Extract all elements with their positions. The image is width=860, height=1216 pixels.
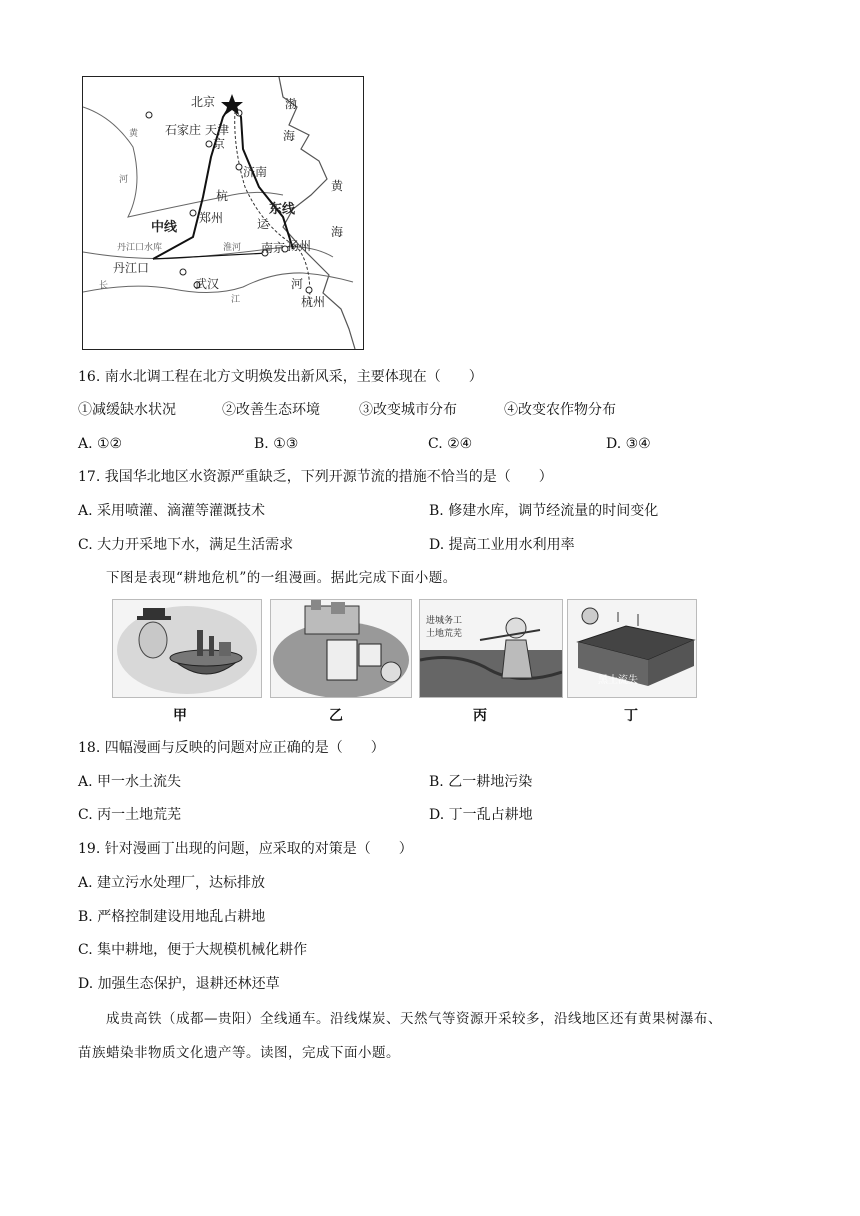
rail-intro-line-2: 苗族蜡染非物质文化遗产等。读图，完成下面小题。 (78, 1045, 400, 1061)
map-label-jinan: 济南 (243, 165, 268, 179)
map-label-beijing: 北京 (191, 95, 216, 109)
cartoon-label-bing: 丙 (473, 708, 487, 724)
q16-option-a[interactable]: A. ①② (78, 436, 123, 452)
map-label-east-route: 东线 (269, 202, 296, 217)
q17-option-c[interactable]: C. 大力开采地下水，满足生活需求 (78, 537, 294, 553)
cartoon-bing-caption-1: 进城务工 (426, 616, 463, 626)
cartoon-ding-caption: 黑土流失 (598, 675, 638, 686)
map-label-huaihe: 淮河 (223, 243, 242, 253)
map-label-wuhan: 武汉 (195, 277, 220, 291)
q17-option-d[interactable]: D. 提高工业用水利用率 (429, 537, 575, 553)
q18-option-d[interactable]: D. 丁一乱占耕地 (429, 807, 533, 823)
q18-option-b[interactable]: B. 乙一耕地污染 (429, 774, 533, 790)
q16-item-3: ③改变城市分布 (359, 402, 457, 418)
map-label-he: 河 (291, 277, 304, 291)
city-dot (146, 112, 152, 118)
q16-item-2: ②改善生态环境 (222, 402, 320, 418)
cartoon-intro: 下图是表现“耕地危机”的一组漫画。据此完成下面小题。 (106, 570, 457, 586)
danjiangkou-channel (153, 253, 268, 259)
q18-option-c[interactable]: C. 丙一土地荒芜 (78, 807, 182, 823)
city-dot (206, 141, 212, 147)
q19-option-b[interactable]: B. 严格控制建设用地乱占耕地 (78, 909, 266, 925)
cartoon-label-ding: 丁 (624, 708, 638, 724)
city-dot (306, 287, 312, 293)
q16-option-c[interactable]: C. ②④ (428, 436, 473, 452)
map-label-nanjing: 南京 (261, 241, 286, 255)
q16-option-d[interactable]: D. ③④ (606, 436, 651, 452)
map-label-huang-river-2: 河 (119, 175, 129, 185)
q19-option-d[interactable]: D. 加强生态保护，退耕还林还草 (78, 976, 280, 992)
q16-item-4: ④改变农作物分布 (504, 402, 616, 418)
cartoon-jia-drawing (113, 600, 261, 697)
south-north-water-diversion-map (82, 76, 364, 350)
map-label-tianjin: 天津 (205, 123, 230, 137)
map-label-bo: 渤 (285, 97, 298, 111)
q17-option-b[interactable]: B. 修建水库，调节经流量的时间变化 (429, 503, 659, 519)
q19-option-a[interactable]: A. 建立污水处理厂，达标排放 (78, 875, 266, 891)
cartoon-jia (112, 599, 262, 698)
q19-stem: 19. 针对漫画丁出现的问题，应采取的对策是（ ） (78, 841, 413, 857)
cartoon-ding (567, 599, 697, 698)
map-label-hangzhou: 杭州 (301, 295, 326, 309)
map-label-hang: 杭 (216, 189, 229, 203)
q18-option-a[interactable]: A. 甲一水土流失 (78, 774, 182, 790)
city-dot (180, 269, 186, 275)
rail-intro-line-1: 成贵高铁（成都—贵阳）全线通车。沿线煤炭、天然气等资源开采较多，沿线地区还有黄果树瀑布、 (106, 1011, 722, 1027)
map-label-danjiangkou: 丹江口 (113, 261, 150, 275)
q17-option-a[interactable]: A. 采用喷灌、滴灌等灌溉技术 (78, 503, 266, 519)
map-label-hai-1: 海 (283, 129, 296, 143)
map-label-jing: 京 (213, 137, 226, 151)
q19-option-c[interactable]: C. 集中耕地，便于大规模机械化耕作 (78, 942, 308, 958)
map-label-chang: 长 (99, 281, 109, 291)
cartoon-bing-caption-2: 土地荒芜 (426, 629, 463, 639)
q16-option-b[interactable]: B. ①③ (254, 436, 299, 452)
q16-item-1: ①减缓缺水状况 (78, 402, 176, 418)
cartoon-bing (419, 599, 563, 698)
map-label-zhengzhou: 郑州 (199, 211, 224, 225)
cartoon-label-yi: 乙 (329, 708, 343, 724)
map-label-huang-sea: 黄 (331, 179, 344, 193)
map-label-shijiazhuang: 石家庄 (165, 123, 202, 137)
map-label-hai-2: 海 (331, 225, 344, 239)
cartoon-label-jia: 甲 (173, 708, 187, 724)
city-dot (236, 164, 242, 170)
city-dot (190, 210, 196, 216)
cartoon-yi-drawing (271, 600, 411, 697)
map-label-middle-route: 中线 (151, 220, 178, 235)
map-label-yun: 运 (257, 217, 270, 231)
cartoon-yi (270, 599, 412, 698)
map-label-jiang: 江 (231, 295, 241, 305)
q16-stem: 16. 南水北调工程在北方文明焕发出新风采，主要体现在（ ） (78, 369, 483, 385)
map-label-danjiangkou-reservoir: 丹江口水库 (117, 243, 163, 253)
map-label-huang-river-1: 黄 (129, 129, 139, 139)
q17-stem: 17. 我国华北地区水资源严重缺乏，下列开源节流的措施不恰当的是（ ） (78, 469, 553, 485)
map-label-yangzhou: 扬州 (287, 239, 312, 253)
q18-stem: 18. 四幅漫画与反映的问题对应正确的是（ ） (78, 740, 385, 756)
